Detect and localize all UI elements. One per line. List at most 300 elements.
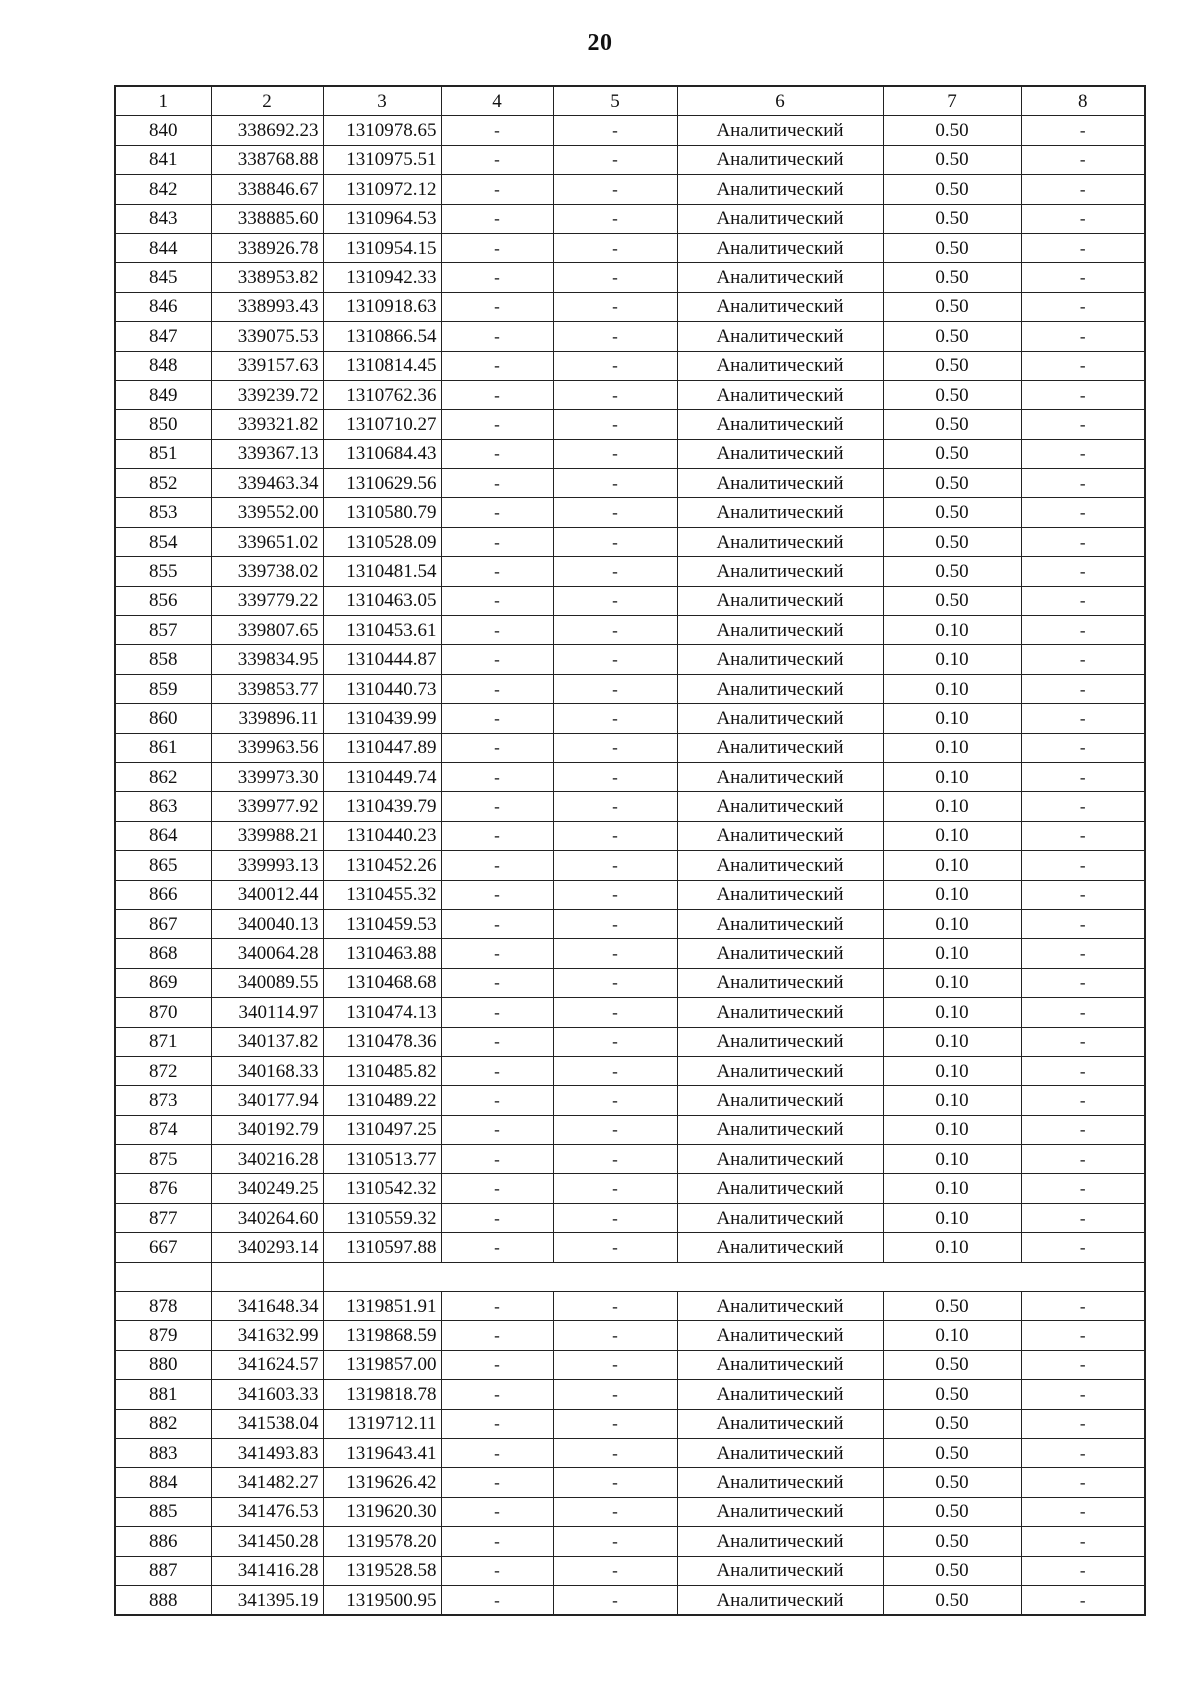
table-row — [115, 998, 1145, 1027]
column-header: 4 — [441, 86, 553, 116]
table-cell: Аналитический — [677, 704, 883, 733]
table-row — [115, 616, 1145, 645]
table-cell: Аналитический — [677, 792, 883, 821]
table-row — [115, 674, 1145, 703]
table-cell: 0.10 — [883, 968, 1021, 997]
table-cell: Аналитический — [677, 733, 883, 762]
empty-cell — [115, 1262, 211, 1291]
table-cell: Аналитический — [677, 1321, 883, 1350]
table-cell: 341624.57 — [211, 1350, 323, 1379]
table-row — [115, 586, 1145, 615]
table-cell: 1310580.79 — [323, 498, 441, 527]
table-cell: - — [441, 410, 553, 439]
table-cell: - — [553, 557, 677, 586]
table-cell: - — [441, 1497, 553, 1526]
table-cell: - — [1021, 175, 1145, 204]
table-cell: - — [553, 263, 677, 292]
table-cell: 0.10 — [883, 851, 1021, 880]
table-cell: 341493.83 — [211, 1438, 323, 1467]
table-cell: 1310463.05 — [323, 586, 441, 615]
table-row — [115, 909, 1145, 938]
table-cell: 1310542.32 — [323, 1174, 441, 1203]
table-cell: - — [553, 1145, 677, 1174]
table-cell: - — [1021, 1174, 1145, 1203]
table-row — [115, 1350, 1145, 1379]
table-cell: 1310559.32 — [323, 1203, 441, 1232]
table-cell: - — [441, 175, 553, 204]
table-row — [115, 792, 1145, 821]
table-cell: - — [553, 909, 677, 938]
table-cell: - — [441, 1145, 553, 1174]
table-cell: 1310455.32 — [323, 880, 441, 909]
table-cell: 840 — [115, 116, 211, 145]
table-cell: Аналитический — [677, 1438, 883, 1467]
table-cell: - — [1021, 821, 1145, 850]
table-cell: 0.10 — [883, 1203, 1021, 1232]
table-cell: - — [441, 909, 553, 938]
table-cell: - — [553, 1438, 677, 1467]
table-cell: Аналитический — [677, 1585, 883, 1615]
table-cell: Аналитический — [677, 145, 883, 174]
table-cell: - — [553, 469, 677, 498]
table-cell: 339993.13 — [211, 851, 323, 880]
table-cell: 0.10 — [883, 1086, 1021, 1115]
table-cell: - — [1021, 527, 1145, 556]
table-cell: - — [441, 733, 553, 762]
table-row — [115, 292, 1145, 321]
table-cell: 864 — [115, 821, 211, 850]
table-cell: 667 — [115, 1233, 211, 1262]
table-cell: 1310866.54 — [323, 322, 441, 351]
table-cell: 1310918.63 — [323, 292, 441, 321]
table-cell: - — [1021, 1145, 1145, 1174]
table-cell: 0.50 — [883, 1468, 1021, 1497]
table-cell: Аналитический — [677, 1174, 883, 1203]
table-cell: - — [1021, 1115, 1145, 1144]
table-cell: 878 — [115, 1292, 211, 1321]
table-cell: 339552.00 — [211, 498, 323, 527]
table-cell: 0.10 — [883, 998, 1021, 1027]
table-cell: - — [1021, 498, 1145, 527]
table-cell: 340293.14 — [211, 1233, 323, 1262]
table-cell: 1310439.79 — [323, 792, 441, 821]
table-cell: 0.10 — [883, 704, 1021, 733]
table-cell: - — [553, 498, 677, 527]
table-cell: Аналитический — [677, 616, 883, 645]
table-cell: - — [441, 351, 553, 380]
table-cell: - — [553, 233, 677, 262]
table-cell: 846 — [115, 292, 211, 321]
table-cell: 875 — [115, 1145, 211, 1174]
table-cell: Аналитический — [677, 1556, 883, 1585]
table-cell: Аналитический — [677, 1233, 883, 1262]
table-cell: 1310485.82 — [323, 1056, 441, 1085]
table-row — [115, 175, 1145, 204]
table-cell: - — [441, 1056, 553, 1085]
table-cell: 0.50 — [883, 233, 1021, 262]
table-cell: 1310964.53 — [323, 204, 441, 233]
empty-cell — [211, 1262, 323, 1291]
table-cell: 1310449.74 — [323, 762, 441, 791]
table-cell: 340249.25 — [211, 1174, 323, 1203]
table-row — [115, 1409, 1145, 1438]
table-cell: - — [441, 968, 553, 997]
table-cell: 1310478.36 — [323, 1027, 441, 1056]
table-cell: - — [1021, 233, 1145, 262]
table-cell: - — [441, 527, 553, 556]
table-cell: Аналитический — [677, 880, 883, 909]
table-cell: 1310954.15 — [323, 233, 441, 262]
table-cell: Аналитический — [677, 674, 883, 703]
table-cell: 0.10 — [883, 645, 1021, 674]
table-cell: 0.50 — [883, 292, 1021, 321]
table-cell: - — [441, 1027, 553, 1056]
table-cell: 1310978.65 — [323, 116, 441, 145]
table-cell: Аналитический — [677, 939, 883, 968]
table-cell: - — [1021, 1321, 1145, 1350]
table-row — [115, 1174, 1145, 1203]
table-cell: 847 — [115, 322, 211, 351]
table-cell: 340012.44 — [211, 880, 323, 909]
table-cell: 888 — [115, 1585, 211, 1615]
table-cell: 338768.88 — [211, 145, 323, 174]
table-cell: 0.10 — [883, 1145, 1021, 1174]
table-cell: 0.50 — [883, 1556, 1021, 1585]
table-cell: - — [441, 322, 553, 351]
table-cell: 0.50 — [883, 116, 1021, 145]
table-cell: 340064.28 — [211, 939, 323, 968]
table-row — [115, 204, 1145, 233]
table-cell: - — [441, 645, 553, 674]
table-cell: 339463.34 — [211, 469, 323, 498]
table-cell: 868 — [115, 939, 211, 968]
table-cell: - — [441, 1203, 553, 1232]
table-cell: 861 — [115, 733, 211, 762]
table-cell: 885 — [115, 1497, 211, 1526]
table-cell: 1319868.59 — [323, 1321, 441, 1350]
table-cell: 881 — [115, 1380, 211, 1409]
table-cell: - — [553, 1585, 677, 1615]
table-cell: - — [441, 1292, 553, 1321]
table-cell: - — [553, 439, 677, 468]
table-cell: - — [1021, 1027, 1145, 1056]
table-cell: - — [553, 939, 677, 968]
table-cell: - — [553, 1497, 677, 1526]
table-cell: 871 — [115, 1027, 211, 1056]
table-cell: 341416.28 — [211, 1556, 323, 1585]
table-row — [115, 704, 1145, 733]
table-cell: Аналитический — [677, 851, 883, 880]
table-cell: 0.10 — [883, 1115, 1021, 1144]
table-cell: - — [1021, 762, 1145, 791]
table-row — [115, 1497, 1145, 1526]
table-cell: 340216.28 — [211, 1145, 323, 1174]
table-cell: 849 — [115, 380, 211, 409]
table-cell: 0.50 — [883, 410, 1021, 439]
table-cell: 853 — [115, 498, 211, 527]
table-cell: - — [1021, 792, 1145, 821]
table-cell: 338885.60 — [211, 204, 323, 233]
table-cell: Аналитический — [677, 116, 883, 145]
table-cell: 1319528.58 — [323, 1556, 441, 1585]
table-cell: 340168.33 — [211, 1056, 323, 1085]
table-cell: 339075.53 — [211, 322, 323, 351]
table-cell: - — [441, 939, 553, 968]
table-row — [115, 1438, 1145, 1467]
table-cell: - — [441, 1556, 553, 1585]
table-cell: - — [553, 792, 677, 821]
table-cell: - — [553, 616, 677, 645]
table-cell: 0.50 — [883, 1438, 1021, 1467]
table-cell: 852 — [115, 469, 211, 498]
table-cell: - — [1021, 116, 1145, 145]
table-cell: - — [441, 1321, 553, 1350]
table-cell: 1319712.11 — [323, 1409, 441, 1438]
table-cell: - — [553, 1527, 677, 1556]
table-cell: - — [1021, 880, 1145, 909]
table-cell: 341395.19 — [211, 1585, 323, 1615]
table-cell: 0.50 — [883, 527, 1021, 556]
table-cell: - — [441, 674, 553, 703]
table-cell: 0.50 — [883, 322, 1021, 351]
table-cell: 339651.02 — [211, 527, 323, 556]
table-cell: Аналитический — [677, 1115, 883, 1144]
table-cell: 0.50 — [883, 1585, 1021, 1615]
table-cell: - — [1021, 1233, 1145, 1262]
table-cell: - — [553, 527, 677, 556]
table-cell: 869 — [115, 968, 211, 997]
table-cell: 1310468.68 — [323, 968, 441, 997]
table-cell: Аналитический — [677, 1468, 883, 1497]
table-cell: 1319578.20 — [323, 1527, 441, 1556]
table-cell: - — [553, 1056, 677, 1085]
table-cell: 1319643.41 — [323, 1438, 441, 1467]
table-cell: - — [1021, 292, 1145, 321]
table-cell: - — [441, 998, 553, 1027]
table-cell: 845 — [115, 263, 211, 292]
table-cell: Аналитический — [677, 1497, 883, 1526]
table-cell: Аналитический — [677, 1145, 883, 1174]
table-cell: - — [1021, 968, 1145, 997]
table-cell: 851 — [115, 439, 211, 468]
table-cell: - — [441, 1174, 553, 1203]
table-cell: Аналитический — [677, 351, 883, 380]
table-cell: 0.50 — [883, 1409, 1021, 1438]
table-cell: 0.50 — [883, 263, 1021, 292]
table-cell: 0.10 — [883, 1174, 1021, 1203]
column-header: 6 — [677, 86, 883, 116]
table-cell: 1310684.43 — [323, 439, 441, 468]
table-cell: 1319851.91 — [323, 1292, 441, 1321]
table-cell: 0.50 — [883, 204, 1021, 233]
table-cell: 855 — [115, 557, 211, 586]
table-cell: - — [553, 175, 677, 204]
table-cell: - — [441, 557, 553, 586]
table-row — [115, 1292, 1145, 1321]
table-cell: 1319857.00 — [323, 1350, 441, 1379]
table-cell: - — [441, 1380, 553, 1409]
table-cell: 340089.55 — [211, 968, 323, 997]
table-row — [115, 762, 1145, 791]
table-cell: - — [553, 145, 677, 174]
table-cell: - — [553, 733, 677, 762]
table-cell: 862 — [115, 762, 211, 791]
table-row — [115, 1056, 1145, 1085]
table-cell: 882 — [115, 1409, 211, 1438]
table-cell: - — [1021, 909, 1145, 938]
table-cell: 1310453.61 — [323, 616, 441, 645]
table-cell: 0.50 — [883, 1350, 1021, 1379]
table-row — [115, 851, 1145, 880]
table-cell: - — [441, 469, 553, 498]
table-cell: 1310439.99 — [323, 704, 441, 733]
table-row — [115, 351, 1145, 380]
table-cell: - — [553, 1409, 677, 1438]
table-cell: - — [553, 1174, 677, 1203]
table-cell: - — [1021, 380, 1145, 409]
table-row — [115, 1027, 1145, 1056]
table-cell: Аналитический — [677, 1086, 883, 1115]
table-cell: - — [441, 880, 553, 909]
table-cell: 865 — [115, 851, 211, 880]
table-cell: 339977.92 — [211, 792, 323, 821]
table-cell: Аналитический — [677, 322, 883, 351]
table-cell: 844 — [115, 233, 211, 262]
table-cell: 0.10 — [883, 1233, 1021, 1262]
table-cell: - — [553, 1027, 677, 1056]
table-row — [115, 821, 1145, 850]
table-cell: - — [1021, 322, 1145, 351]
table-cell: Аналитический — [677, 586, 883, 615]
table-cell: Аналитический — [677, 527, 883, 556]
table-cell: 339807.65 — [211, 616, 323, 645]
table-row — [115, 880, 1145, 909]
table-cell: Аналитический — [677, 233, 883, 262]
page-number: 20 — [587, 30, 613, 56]
table-cell: Аналитический — [677, 821, 883, 850]
table-cell: 0.50 — [883, 498, 1021, 527]
table-cell: - — [441, 762, 553, 791]
table-cell: - — [553, 1086, 677, 1115]
table-cell: 0.50 — [883, 557, 1021, 586]
table-cell: - — [1021, 939, 1145, 968]
table-cell: - — [441, 439, 553, 468]
table-cell: 1310444.87 — [323, 645, 441, 674]
table-row — [115, 1203, 1145, 1232]
table-cell: - — [553, 1380, 677, 1409]
table-cell: 1310597.88 — [323, 1233, 441, 1262]
table-cell: 884 — [115, 1468, 211, 1497]
table-cell: - — [1021, 204, 1145, 233]
table-cell: - — [553, 380, 677, 409]
table-cell: 1319818.78 — [323, 1380, 441, 1409]
table-cell: Аналитический — [677, 909, 883, 938]
table-cell: 341476.53 — [211, 1497, 323, 1526]
table-cell: Аналитический — [677, 410, 883, 439]
table-row — [115, 1086, 1145, 1115]
table-cell: 859 — [115, 674, 211, 703]
table-cell: - — [553, 1321, 677, 1350]
table-row — [115, 1233, 1145, 1262]
table-cell: 854 — [115, 527, 211, 556]
table-cell: - — [441, 1233, 553, 1262]
table-cell: - — [553, 1556, 677, 1585]
table-cell: - — [553, 322, 677, 351]
table-cell: 0.10 — [883, 616, 1021, 645]
column-header: 7 — [883, 86, 1021, 116]
table-cell: - — [1021, 586, 1145, 615]
table-cell: - — [441, 116, 553, 145]
table-row — [115, 1468, 1145, 1497]
table-cell: - — [553, 116, 677, 145]
table-row — [115, 233, 1145, 262]
table-row — [115, 380, 1145, 409]
table-cell: 874 — [115, 1115, 211, 1144]
table-cell: 0.50 — [883, 1292, 1021, 1321]
table-cell: 858 — [115, 645, 211, 674]
table-cell: - — [1021, 1203, 1145, 1232]
table-cell: 340177.94 — [211, 1086, 323, 1115]
table-cell: 341450.28 — [211, 1527, 323, 1556]
table-row — [115, 968, 1145, 997]
table-cell: 1319626.42 — [323, 1468, 441, 1497]
table-cell: 341603.33 — [211, 1380, 323, 1409]
table-cell: 1310481.54 — [323, 557, 441, 586]
table-cell: 0.50 — [883, 351, 1021, 380]
table-cell: Аналитический — [677, 762, 883, 791]
table-cell: Аналитический — [677, 1056, 883, 1085]
column-header: 2 — [211, 86, 323, 116]
table-cell: Аналитический — [677, 263, 883, 292]
table-cell: 0.10 — [883, 674, 1021, 703]
table-cell: 339973.30 — [211, 762, 323, 791]
table-cell: - — [1021, 616, 1145, 645]
coordinates-table — [114, 85, 1146, 1616]
table-cell: - — [553, 204, 677, 233]
table-row — [115, 322, 1145, 351]
table-cell: - — [553, 998, 677, 1027]
table-cell: - — [1021, 410, 1145, 439]
column-header: 5 — [553, 86, 677, 116]
table-cell: - — [441, 821, 553, 850]
table-cell: - — [553, 968, 677, 997]
table-cell: - — [553, 1292, 677, 1321]
table-cell: - — [1021, 469, 1145, 498]
table-cell: 338846.67 — [211, 175, 323, 204]
table-cell: - — [1021, 1585, 1145, 1615]
table-cell: 870 — [115, 998, 211, 1027]
table-cell: - — [1021, 1556, 1145, 1585]
table-cell: - — [553, 851, 677, 880]
table-cell: 879 — [115, 1321, 211, 1350]
table-cell: 856 — [115, 586, 211, 615]
column-header: 3 — [323, 86, 441, 116]
table-cell: 1319620.30 — [323, 1497, 441, 1526]
table-row — [115, 645, 1145, 674]
table-cell: 339779.22 — [211, 586, 323, 615]
table-cell: - — [553, 674, 677, 703]
table-cell: Аналитический — [677, 998, 883, 1027]
table-cell: 341482.27 — [211, 1468, 323, 1497]
table-cell: 1310452.26 — [323, 851, 441, 880]
table-cell: 841 — [115, 145, 211, 174]
table-cell: - — [441, 1409, 553, 1438]
table-cell: - — [553, 645, 677, 674]
table-cell: 1310972.12 — [323, 175, 441, 204]
table-cell: Аналитический — [677, 380, 883, 409]
table-cell: 0.10 — [883, 1321, 1021, 1350]
table-row — [115, 1321, 1145, 1350]
